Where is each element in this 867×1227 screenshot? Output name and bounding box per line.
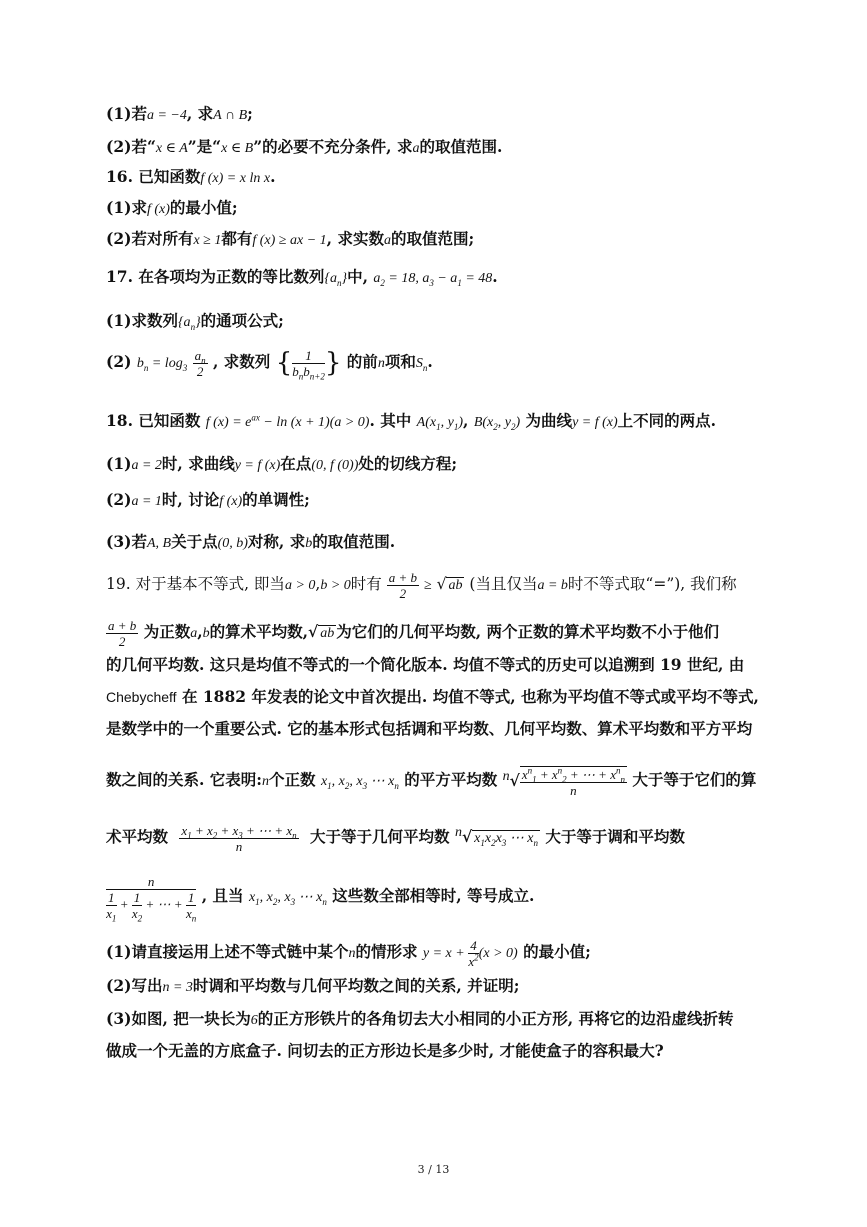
q16-part1: (1)求f (x)的最小值;	[106, 198, 238, 217]
q19-stem-line4: Chebycheff 在 1882 年发表的论文中首次提出. 均值不等式, 也称为平均值不等式或平均不等式,	[106, 687, 759, 706]
q18-part1: (1)a = 2时, 求曲线y = f (x)在点(0, f (0))处的切线方程;	[106, 454, 458, 473]
q19-stem-line6: 数之间的关系. 它表明:n个正数 $x_1$, $x_2$, $x_3$ ⋯ $x_n$ 的平方平均数 $^n$√ $\frac{x^n_1 + x^n_2 + \cdots + x^n_n}{n}$ 大于等于它们的算	[106, 765, 757, 798]
q15-part2: (2)若“x ∈ A”是“x ∈ B”的必要不充分条件, 求a的取值范围.	[106, 137, 503, 156]
q16-part2: (2)若对所有x ≥ 1都有f (x) ≥ ax − 1, 求实数a的取值范围;	[106, 229, 475, 248]
q18-stem: 18. 已知函数 f $(x) = e^{ax} - \ln (x + 1)(a > 0)$. 其中 $A(x_1$, $y_1$), $B(x_2$, $y_2$) 为曲线y = f (x)上不同的两点.	[106, 411, 717, 432]
page-number: 3 / 13	[417, 1163, 450, 1176]
q19-part3-line2: 做成一个无盖的方底盒子. 问切去的正方形边长是多少时, 才能使盒子的容积最大?	[106, 1041, 664, 1060]
q19-stem-line2: $\frac{a + b}{2}$ 为正数a,b的算术平均数,√ ab 为它们的几何平均数, 两个正数的算术平均数不小于他们	[108, 617, 719, 649]
q18-part3: (3)若A, B关于点(0, b)对称, 求b的取值范围.	[106, 532, 396, 551]
q18-part2: (2)a = 1时, 讨论f (x)的单调性;	[106, 490, 310, 509]
q17-part2: (2) $b_n = \log_3$ $\frac{a_n}{2}$ , 求数列 { $\frac{1}{b_nb_{n+2}}$ } 的前n项和$S_n$.	[106, 347, 433, 382]
q19-stem-line5: 是数学中的一个重要公式. 它的基本形式包括调和平均数、几何平均数、算术平均数和平方平均	[106, 719, 753, 738]
q17-stem: 17. 在各项均为正数的等比数列$\{a_n\}$中, $a_2 = 18$, $a_3 - a_1 = 48$.	[106, 267, 498, 288]
q19-stem-line1: 19. 对于基本不等式, 即当a > 0,b > 0时有 $\frac{a + b}{2}$ ≥ √ ab (当且仅当a = b时不等式取“=”), 我们称	[106, 569, 737, 601]
q19-stem-line7: 术平均数 $\frac{x_1 + x_2 + x_3 + \cdots + x_n}{n}$ 大于等于几何平均数 $^n$√ $x_1x_2x_3$ ⋯ $x_n$ 大于等于调和平均数	[106, 822, 685, 854]
q19-stem-line3: 的几何平均数. 这只是均值不等式的一个简化版本. 均值不等式的历史可以追溯到 19 世纪, 由	[106, 655, 745, 674]
q19-part3-line1: (3)如图, 把一块长为6的正方形铁片的各角切去大小相同的小正方形, 再将它的边沿虚线折转	[106, 1009, 734, 1028]
q17-part1: (1)求数列$\{a_n\}$的通项公式;	[106, 311, 284, 332]
q19-stem-line8: n $\frac{1}{x_1}$ + $\frac{1}{x_2}$ + ⋯ + $\frac{1}{x_n}$ , 且当 $x_1$, $x_2$, $x_3$ ⋯ $x_n$ 这些数全部相等时, 等号成立.	[106, 873, 535, 924]
q15-part1: (1)若a = −4, 求A ∩ B;	[106, 104, 253, 123]
q16-stem: 16. 已知函数f (x) = x ln x.	[106, 167, 276, 186]
q19-part2: (2)写出n = 3时调和平均数与几何平均数之间的关系, 并证明;	[106, 976, 520, 995]
q19-part1: (1)请直接运用上述不等式链中某个n的情形求 y = x + $\frac{4}{x^2}$ (x > 0) 的最小值;	[106, 937, 591, 969]
